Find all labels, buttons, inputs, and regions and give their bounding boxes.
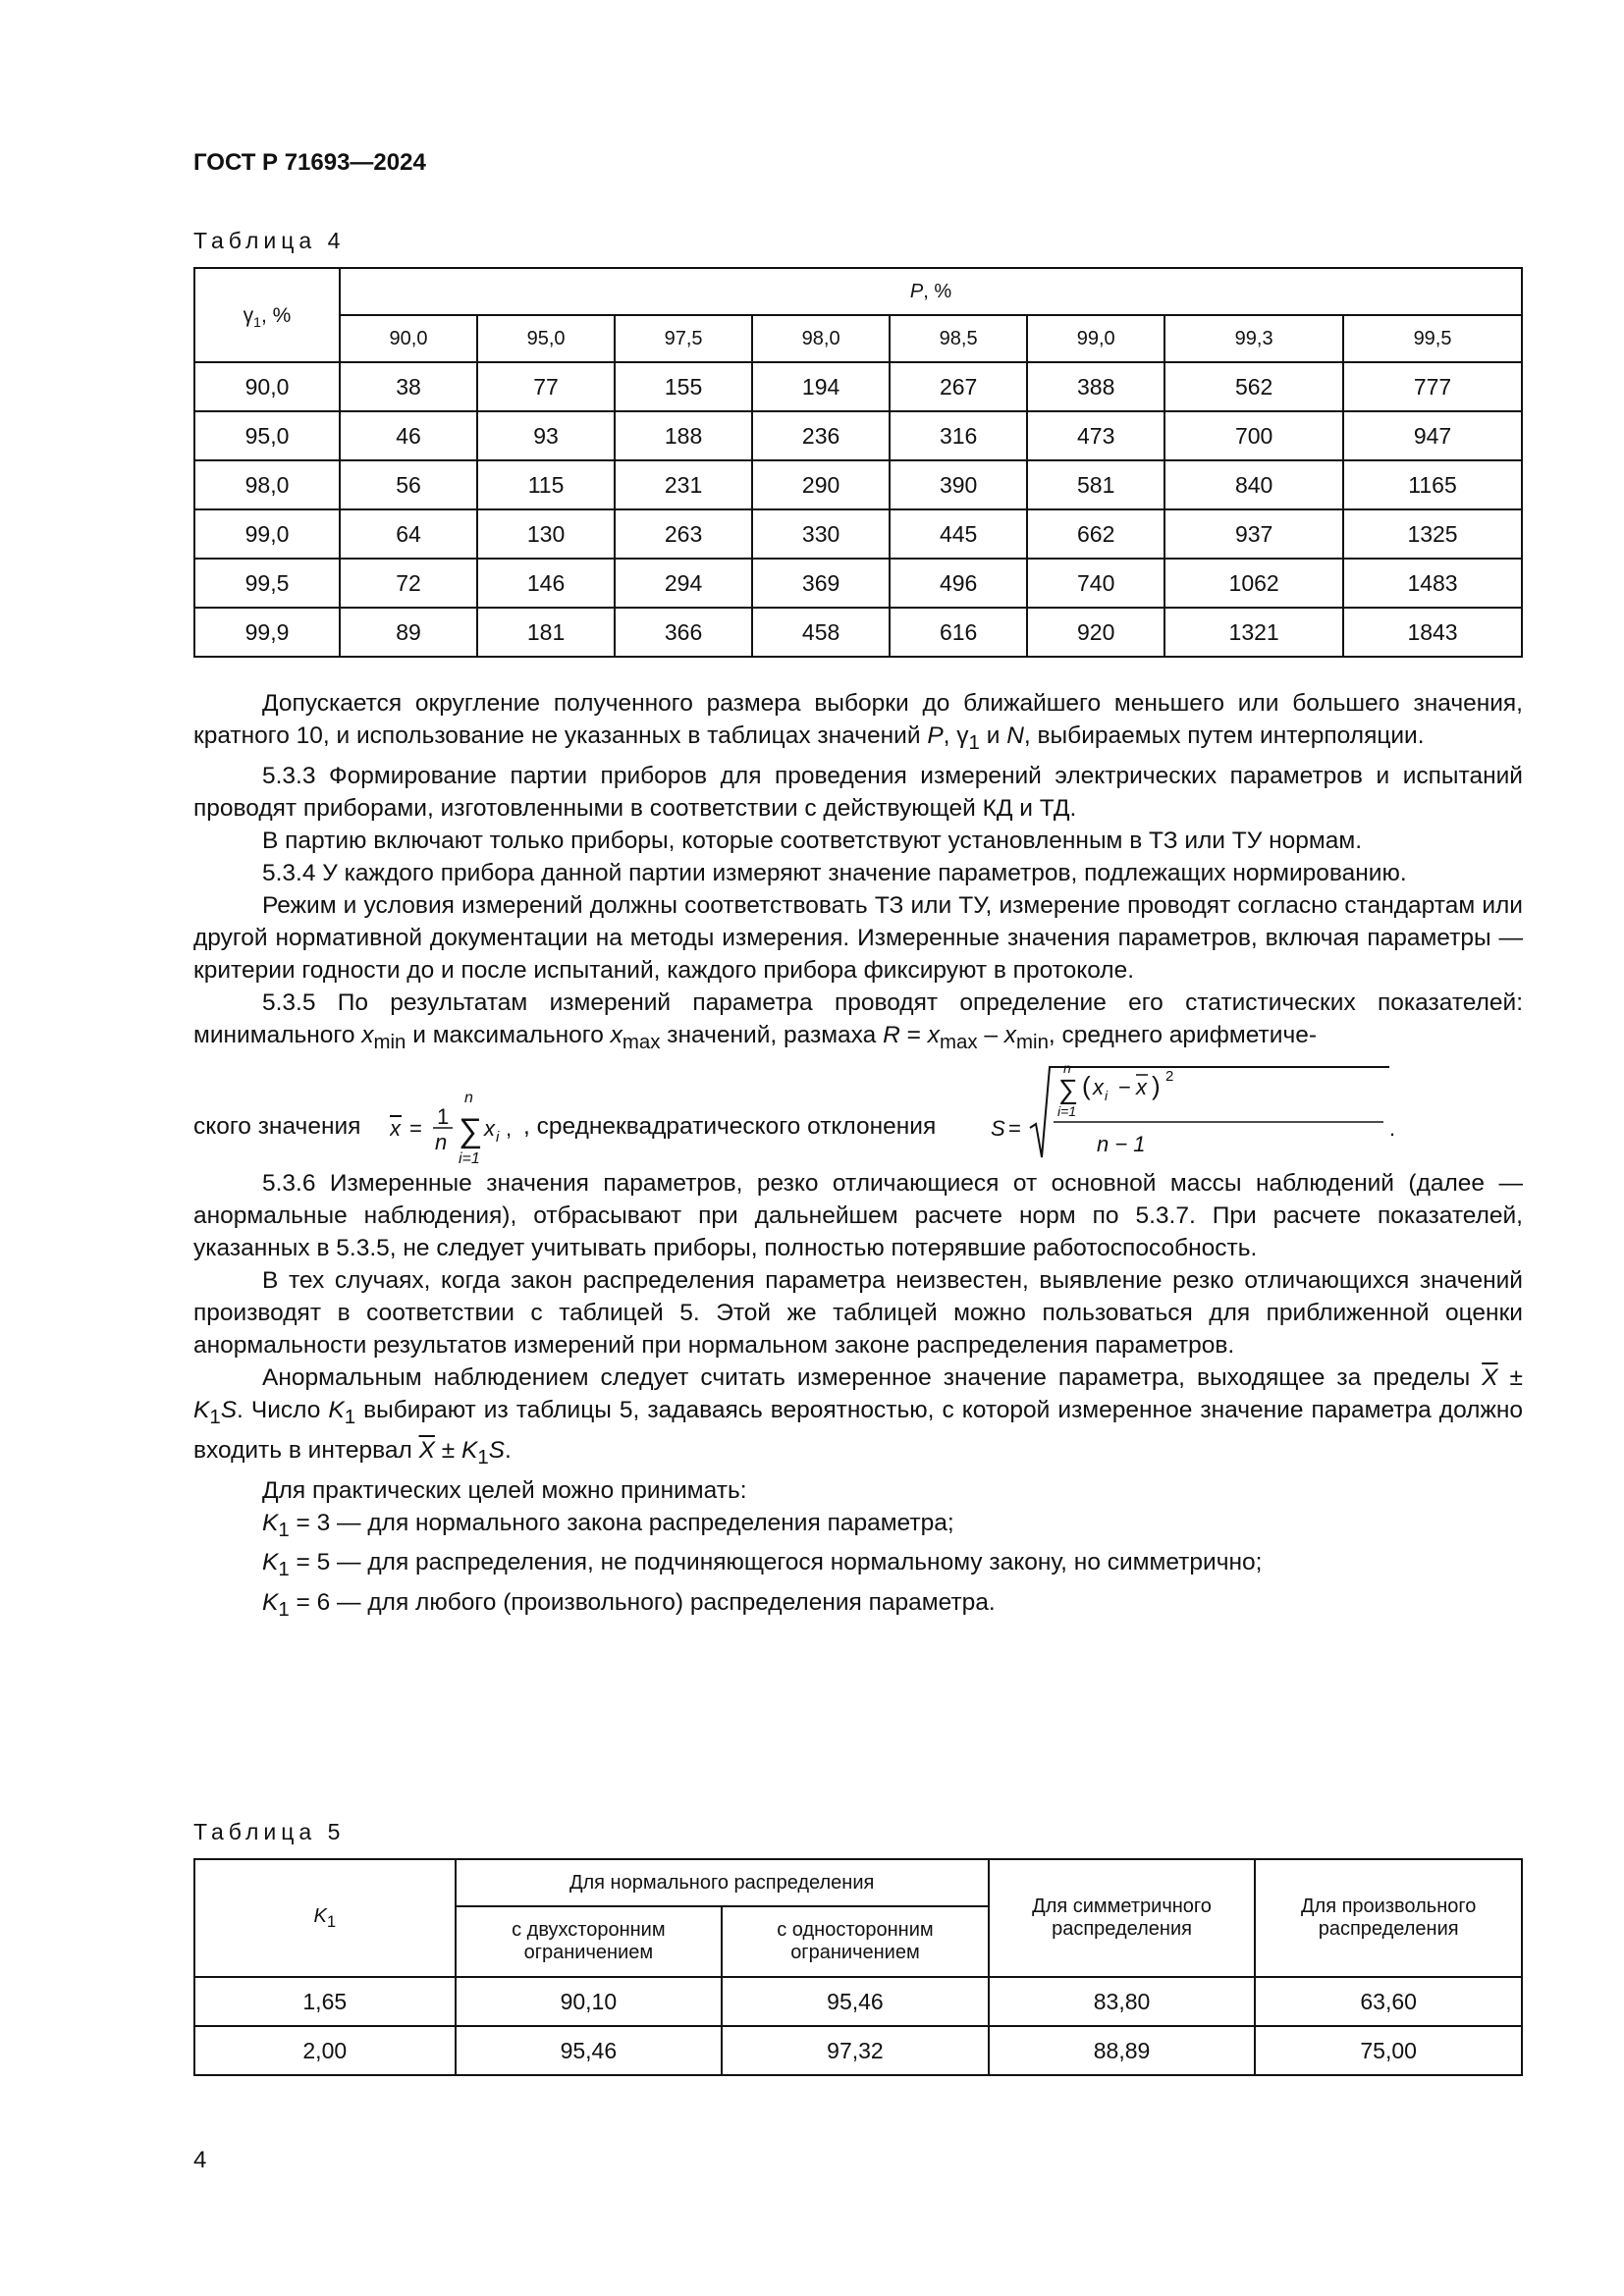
svg-text:∑: ∑ [1058, 1073, 1078, 1104]
table4-value-cell: 920 [1027, 608, 1164, 657]
table4-value-cell: 1321 [1164, 608, 1343, 657]
table5-k-cell: 1,65 [194, 1977, 456, 2026]
paragraph-batch: В партию включают только приборы, которые соответствуют установленным в ТЗ или ТУ нормам. [262, 827, 1363, 854]
paragraph-5-3-4: 5.3.4 У каждого прибора данной партии измеряют значение параметров, подлежащих нормированию. [262, 859, 1407, 886]
table4-value-cell: 77 [477, 362, 615, 411]
table4-value-cell: 390 [890, 460, 1027, 509]
table-row [194, 608, 1522, 657]
table4-value-cell: 581 [1027, 460, 1164, 509]
svg-text:,: , [506, 1115, 513, 1141]
table4-value-cell: 155 [615, 362, 752, 411]
paragraph-abnormal: Анормальным наблюдением следует считать измеренное значение параметра, выходящее за пределы $\overline{X} \pm K_1S$. Число $K_1$ выбирают из таблицы 5, задаваясь вероятностью, с которой измеренное значение параметра должно входить в интервал $\overline{X} \pm K_1S$. [193, 1363, 1523, 1468]
table4-value-cell: 236 [752, 411, 890, 460]
svg-text:1: 1 [437, 1103, 450, 1129]
table4-value-cell: 38 [340, 362, 477, 411]
svg-text:n: n [435, 1129, 448, 1154]
table4-p-header: 95,0 [477, 315, 615, 362]
table-row [194, 2026, 1522, 2075]
svg-text:2: 2 [1165, 1067, 1174, 1085]
table4-value-cell: 740 [1027, 559, 1164, 608]
table4-value-cell: 369 [752, 559, 890, 608]
table4-value-cell: 294 [615, 559, 752, 608]
table4-value-cell: 1165 [1343, 460, 1522, 509]
table4-value-cell: 290 [752, 460, 890, 509]
table4-gamma-cell: 98,0 [194, 460, 340, 509]
table4-value-cell: 181 [477, 608, 615, 657]
paragraph-unknown-law: В тех случаях, когда закон распределения параметра неизвестен, выявление резко отличающихся значений производят в соответствии с таблицей 5. Этой же таблицей можно пользоваться для приближенной оценки анормальности результатов измерений при нормальном законе распределения параметров. [193, 1266, 1523, 1359]
table4-value-cell: 1062 [1164, 559, 1343, 608]
paragraph-practical: Для практических целей можно принимать: [262, 1476, 747, 1504]
table4-p-header: 98,5 [890, 315, 1027, 362]
table4-value-cell: 366 [615, 608, 752, 657]
svg-text:i=1: i=1 [1057, 1102, 1077, 1119]
formula-mean-std: ского значения x = 1 n ∑ n i=1 x i , S = ∑ n i=1 ( x i − x ) 2 n − 1 . , среднеквадратического отклонения [193, 1059, 1523, 1167]
table5-k-header: $K_1$ [194, 1859, 456, 1977]
table4-value-cell: 64 [340, 509, 477, 559]
svg-text:): ) [1152, 1070, 1161, 1100]
table4-gamma-cell: 95,0 [194, 411, 340, 460]
table-row [194, 411, 1522, 460]
table4-p-header: 98,0 [752, 315, 890, 362]
table4-p-header: 99,0 [1027, 315, 1164, 362]
table4-value-cell: 1325 [1343, 509, 1522, 559]
table5-value-cell: 88,89 [989, 2026, 1256, 2075]
table4-value-cell: 188 [615, 411, 752, 460]
k1-option-3: $K_1 = 3$ — для нормального закона распределения параметра; [262, 1509, 954, 1541]
table4-value-cell: 947 [1343, 411, 1522, 460]
table5-normal-header: Для нормального распределения [456, 1859, 989, 1906]
svg-text:.: . [1389, 1115, 1396, 1141]
page-number: 4 [193, 2147, 207, 2173]
table4-value-cell: 56 [340, 460, 477, 509]
svg-text:=: = [409, 1115, 422, 1141]
table-row [194, 1977, 1522, 2026]
table4-value-cell: 616 [890, 608, 1027, 657]
paragraph-5-3-5: 5.3.5 По результатам измерений параметра проводят определение его статистических показателей: минимального $x_{min}$ и максимального $x_{max}$ значений, размаха $R = x_{max} - x_{min}$, среднего арифметиче- [193, 988, 1523, 1053]
table5-value-cell: 83,80 [989, 1977, 1256, 2026]
table5-two-sided-header: с двухсторонним ограничением [456, 1906, 723, 1977]
paragraph-rounding: Допускается округление полученного размера выборки до ближайшего меньшего или большего значения, кратного 10, и использование не указанных в таблицах значений P, $\gamma_1$ и N, выбираемых путем интерполяции. [193, 690, 1523, 754]
svg-text:i=1: i=1 [459, 1149, 480, 1167]
table4-value-cell: 231 [615, 460, 752, 509]
svg-text:x: x [484, 1115, 495, 1141]
table4-value-cell: 72 [340, 559, 477, 608]
table4-gamma-cell: 90,0 [194, 362, 340, 411]
table4-gamma-cell: 99,0 [194, 509, 340, 559]
svg-text:x: x [1093, 1074, 1104, 1099]
table4-value-cell: 937 [1164, 509, 1343, 559]
svg-text:∑: ∑ [459, 1111, 483, 1149]
table5-value-cell: 90,10 [456, 1977, 723, 2026]
document-header: ГОСТ Р 71693—2024 [193, 149, 426, 176]
paragraph-5-3-3: 5.3.3 Формирование партии приборов для проведения измерений электрических параметров и испытаний проводят приборами, изготовленными в соответствии с действующей КД и ТД. [193, 762, 1523, 822]
table5-one-sided-header: с односторонним ограничением [722, 1906, 989, 1977]
table4-gamma-cell: 99,5 [194, 559, 340, 608]
table4-value-cell: 1483 [1343, 559, 1522, 608]
table4-corner-header: $\gamma_1$, % [194, 268, 340, 362]
table4-caption: Таблица 4 [193, 228, 346, 253]
svg-text:n: n [464, 1089, 473, 1106]
table4-value-cell: 777 [1343, 362, 1522, 411]
table4-value-cell: 458 [752, 608, 890, 657]
svg-text:=: = [1008, 1115, 1021, 1141]
svg-text:i: i [1105, 1087, 1109, 1103]
table4-value-cell: 89 [340, 608, 477, 657]
table-row [194, 460, 1522, 509]
table5-value-cell: 95,46 [722, 1977, 989, 2026]
svg-text:(: ( [1082, 1070, 1091, 1100]
table-row [194, 509, 1522, 559]
table4-value-cell: 662 [1027, 509, 1164, 559]
table4-p-header: 97,5 [615, 315, 752, 362]
table4-value-cell: 473 [1027, 411, 1164, 460]
table4-value-cell: 445 [890, 509, 1027, 559]
table4-group-header: P, % [340, 268, 1522, 315]
table5-value-cell: 97,32 [722, 2026, 989, 2075]
k1-option-5: $K_1 = 5$ — для распределения, не подчиняющегося нормальному закону, но симметрично; [262, 1549, 1263, 1581]
table4-p-header: 90,0 [340, 315, 477, 362]
table-row [194, 362, 1522, 411]
table5-value-cell: 75,00 [1255, 2026, 1522, 2075]
table4-value-cell: 330 [752, 509, 890, 559]
table4-value-cell: 115 [477, 460, 615, 509]
svg-text:x: x [390, 1115, 401, 1141]
table5-value-cell: 95,46 [456, 2026, 723, 2075]
table5-value-cell: 63,60 [1255, 1977, 1522, 2026]
table5-symmetric-header: Для симметричного распределения [989, 1859, 1256, 1977]
body-text-block [193, 687, 1523, 1627]
paragraph-5-3-6: 5.3.6 Измеренные значения параметров, резко отличающиеся от основной массы наблюдений (далее — анормальные наблюдения), отбрасывают при дальнейшем расчете норм по 5.3.7. При расчете показателей, указанных в 5.3.5, не следует учитывать приборы, полностью потерявшие работоспособность. [193, 1169, 1523, 1261]
table4-value-cell: 700 [1164, 411, 1343, 460]
table4-value-cell: 194 [752, 362, 890, 411]
table5-arbitrary-header: Для произвольного распределения [1255, 1859, 1522, 1977]
table-row [194, 559, 1522, 608]
table5 [193, 1858, 1523, 2076]
table4-value-cell: 496 [890, 559, 1027, 608]
svg-text:i: i [496, 1128, 500, 1146]
table4-value-cell: 388 [1027, 362, 1164, 411]
svg-text:n − 1: n − 1 [1097, 1131, 1146, 1156]
table4-value-cell: 316 [890, 411, 1027, 460]
table4-value-cell: 46 [340, 411, 477, 460]
table4-value-cell: 562 [1164, 362, 1343, 411]
table4-value-cell: 93 [477, 411, 615, 460]
table4-p-header: 99,5 [1343, 315, 1522, 362]
table4 [193, 267, 1523, 658]
table5-caption: Таблица 5 [193, 1819, 346, 1844]
paragraph-mode: Режим и условия измерений должны соответствовать ТЗ или ТУ, измерение проводят согласно стандартам или другой нормативной документации на методы измерения. Измеренные значения параметров, включая параметры — критерии годности до и после испытаний, каждого прибора фиксируют в протоколе. [193, 891, 1523, 984]
table4-value-cell: 840 [1164, 460, 1343, 509]
table4-p-header: 99,3 [1164, 315, 1343, 362]
table4-value-cell: 1843 [1343, 608, 1522, 657]
k1-option-6: $K_1 = 6$ — для любого (произвольного) распределения параметра. [262, 1589, 996, 1622]
table4-value-cell: 267 [890, 362, 1027, 411]
table4-value-cell: 263 [615, 509, 752, 559]
svg-text:x: x [1136, 1074, 1147, 1099]
svg-text:−: − [1118, 1074, 1131, 1099]
table4-gamma-cell: 99,9 [194, 608, 340, 657]
table4-value-cell: 146 [477, 559, 615, 608]
svg-text:n: n [1063, 1059, 1071, 1076]
table4-value-cell: 130 [477, 509, 615, 559]
table5-k-cell: 2,00 [194, 2026, 456, 2075]
svg-text:S: S [991, 1115, 1005, 1141]
